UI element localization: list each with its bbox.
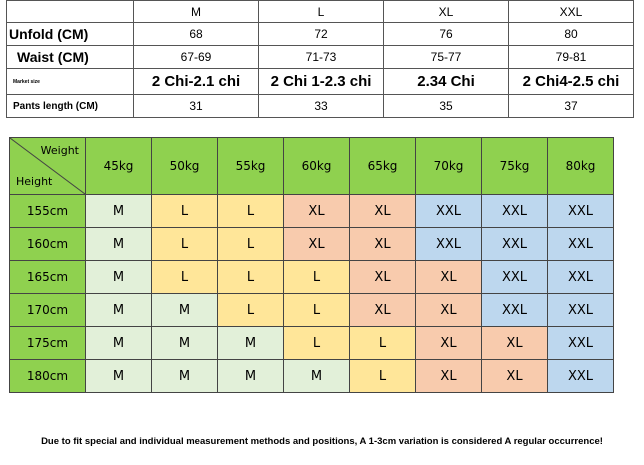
- weight-header-cell: 45kg: [86, 138, 152, 195]
- pants-length-row: [7, 95, 634, 118]
- size-header-row: [7, 1, 634, 23]
- size-recommendation-cell: L: [218, 294, 284, 327]
- size-header-cell: L: [259, 1, 384, 23]
- size-recommendation-cell: XXL: [482, 228, 548, 261]
- size-recommendation-cell: M: [152, 294, 218, 327]
- size-cell: 67-69: [134, 46, 259, 69]
- size-recommendation-cell: XL: [284, 195, 350, 228]
- market-size-row: [7, 69, 634, 95]
- weight-header-cell: 75kg: [482, 138, 548, 195]
- height-label-cell: 155cm: [10, 195, 86, 228]
- size-recommendation-cell: XXL: [548, 360, 614, 393]
- size-recommendation-cell: M: [86, 261, 152, 294]
- height-row: [10, 294, 614, 327]
- weight-header-row: [10, 138, 614, 195]
- size-recommendation-cell: L: [218, 195, 284, 228]
- size-table: [6, 0, 634, 118]
- row-label: Unfold (CM): [7, 23, 134, 46]
- height-row: [10, 228, 614, 261]
- row-label: Market size: [7, 69, 134, 95]
- size-recommendation-cell: XXL: [482, 195, 548, 228]
- height-row: [10, 261, 614, 294]
- height-corner-label: Height: [16, 175, 53, 188]
- size-recommendation-cell: L: [350, 360, 416, 393]
- size-recommendation-cell: M: [86, 195, 152, 228]
- size-cell: 31: [134, 95, 259, 118]
- row-label: Waist (CM): [7, 46, 134, 69]
- size-recommendation-cell: L: [152, 195, 218, 228]
- size-recommendation-cell: XXL: [548, 294, 614, 327]
- size-cell: 71-73: [259, 46, 384, 69]
- height-row: [10, 195, 614, 228]
- weight-header-cell: 80kg: [548, 138, 614, 195]
- height-label-cell: 170cm: [10, 294, 86, 327]
- size-recommendation-cell: XL: [416, 327, 482, 360]
- size-cell: 2 Chi4-2.5 chi: [509, 69, 634, 95]
- size-recommendation-cell: XL: [416, 294, 482, 327]
- size-recommendation-cell: M: [86, 228, 152, 261]
- size-recommendation-cell: L: [152, 261, 218, 294]
- size-recommendation-cell: XL: [416, 261, 482, 294]
- waist-row: [7, 46, 634, 69]
- size-recommendation-cell: L: [284, 294, 350, 327]
- footer-note: Due to fit special and individual measurement methods and positions, A 1-3cm variation is considered A regular occurrence!: [41, 436, 603, 447]
- weight-header-cell: 60kg: [284, 138, 350, 195]
- size-recommendation-cell: M: [86, 360, 152, 393]
- size-cell: 2 Chi-2.1 chi: [134, 69, 259, 95]
- size-cell: 2.34 Chi: [384, 69, 509, 95]
- size-cell: 79-81: [509, 46, 634, 69]
- size-recommendation-cell: XL: [350, 228, 416, 261]
- weight-corner-label: Weight: [40, 144, 79, 157]
- size-recommendation-cell: XL: [350, 195, 416, 228]
- height-row: [10, 327, 614, 360]
- size-cell: 76: [384, 23, 509, 46]
- size-cell: 37: [509, 95, 634, 118]
- size-recommendation-cell: XL: [350, 294, 416, 327]
- weight-header-cell: 65kg: [350, 138, 416, 195]
- size-recommendation-cell: M: [152, 360, 218, 393]
- size-cell: 75-77: [384, 46, 509, 69]
- size-recommendation-cell: L: [152, 228, 218, 261]
- size-recommendation-cell: L: [218, 228, 284, 261]
- size-recommendation-cell: L: [350, 327, 416, 360]
- size-recommendation-cell: XXL: [548, 195, 614, 228]
- size-recommendation-cell: XXL: [548, 228, 614, 261]
- size-header-cell: XXL: [509, 1, 634, 23]
- height-label-cell: 165cm: [10, 261, 86, 294]
- size-recommendation-cell: XXL: [548, 327, 614, 360]
- size-cell: 35: [384, 95, 509, 118]
- size-recommendation-cell: M: [86, 327, 152, 360]
- size-recommendation-cell: XXL: [548, 261, 614, 294]
- weight-header-cell: 70kg: [416, 138, 482, 195]
- size-cell: 33: [259, 95, 384, 118]
- height-label-cell: 160cm: [10, 228, 86, 261]
- chart-corner: [10, 138, 86, 195]
- size-recommendation-cell: M: [218, 360, 284, 393]
- size-cell: 68: [134, 23, 259, 46]
- size-recommendation-cell: XXL: [416, 228, 482, 261]
- size-header-cell: M: [134, 1, 259, 23]
- size-recommendation-cell: L: [284, 261, 350, 294]
- size-recommendation-cell: XXL: [482, 261, 548, 294]
- weight-height-chart: [9, 137, 614, 393]
- size-recommendation-cell: XL: [416, 360, 482, 393]
- size-recommendation-cell: M: [218, 327, 284, 360]
- size-cell: 72: [259, 23, 384, 46]
- size-recommendation-cell: XXL: [482, 294, 548, 327]
- size-recommendation-cell: XL: [350, 261, 416, 294]
- size-cell: 2 Chi 1-2.3 chi: [259, 69, 384, 95]
- size-header-blank: [7, 1, 134, 23]
- size-recommendation-cell: XXL: [416, 195, 482, 228]
- height-label-cell: 175cm: [10, 327, 86, 360]
- size-recommendation-cell: M: [86, 294, 152, 327]
- size-recommendation-cell: XL: [284, 228, 350, 261]
- row-label: Pants length (CM): [7, 95, 134, 118]
- size-recommendation-cell: XL: [482, 360, 548, 393]
- size-cell: 80: [509, 23, 634, 46]
- weight-header-cell: 55kg: [218, 138, 284, 195]
- weight-header-cell: 50kg: [152, 138, 218, 195]
- height-row: [10, 360, 614, 393]
- height-label-cell: 180cm: [10, 360, 86, 393]
- size-recommendation-cell: L: [284, 327, 350, 360]
- size-header-cell: XL: [384, 1, 509, 23]
- size-recommendation-cell: M: [284, 360, 350, 393]
- size-recommendation-cell: L: [218, 261, 284, 294]
- size-recommendation-cell: M: [152, 327, 218, 360]
- unfold-row: [7, 23, 634, 46]
- size-recommendation-cell: XL: [482, 327, 548, 360]
